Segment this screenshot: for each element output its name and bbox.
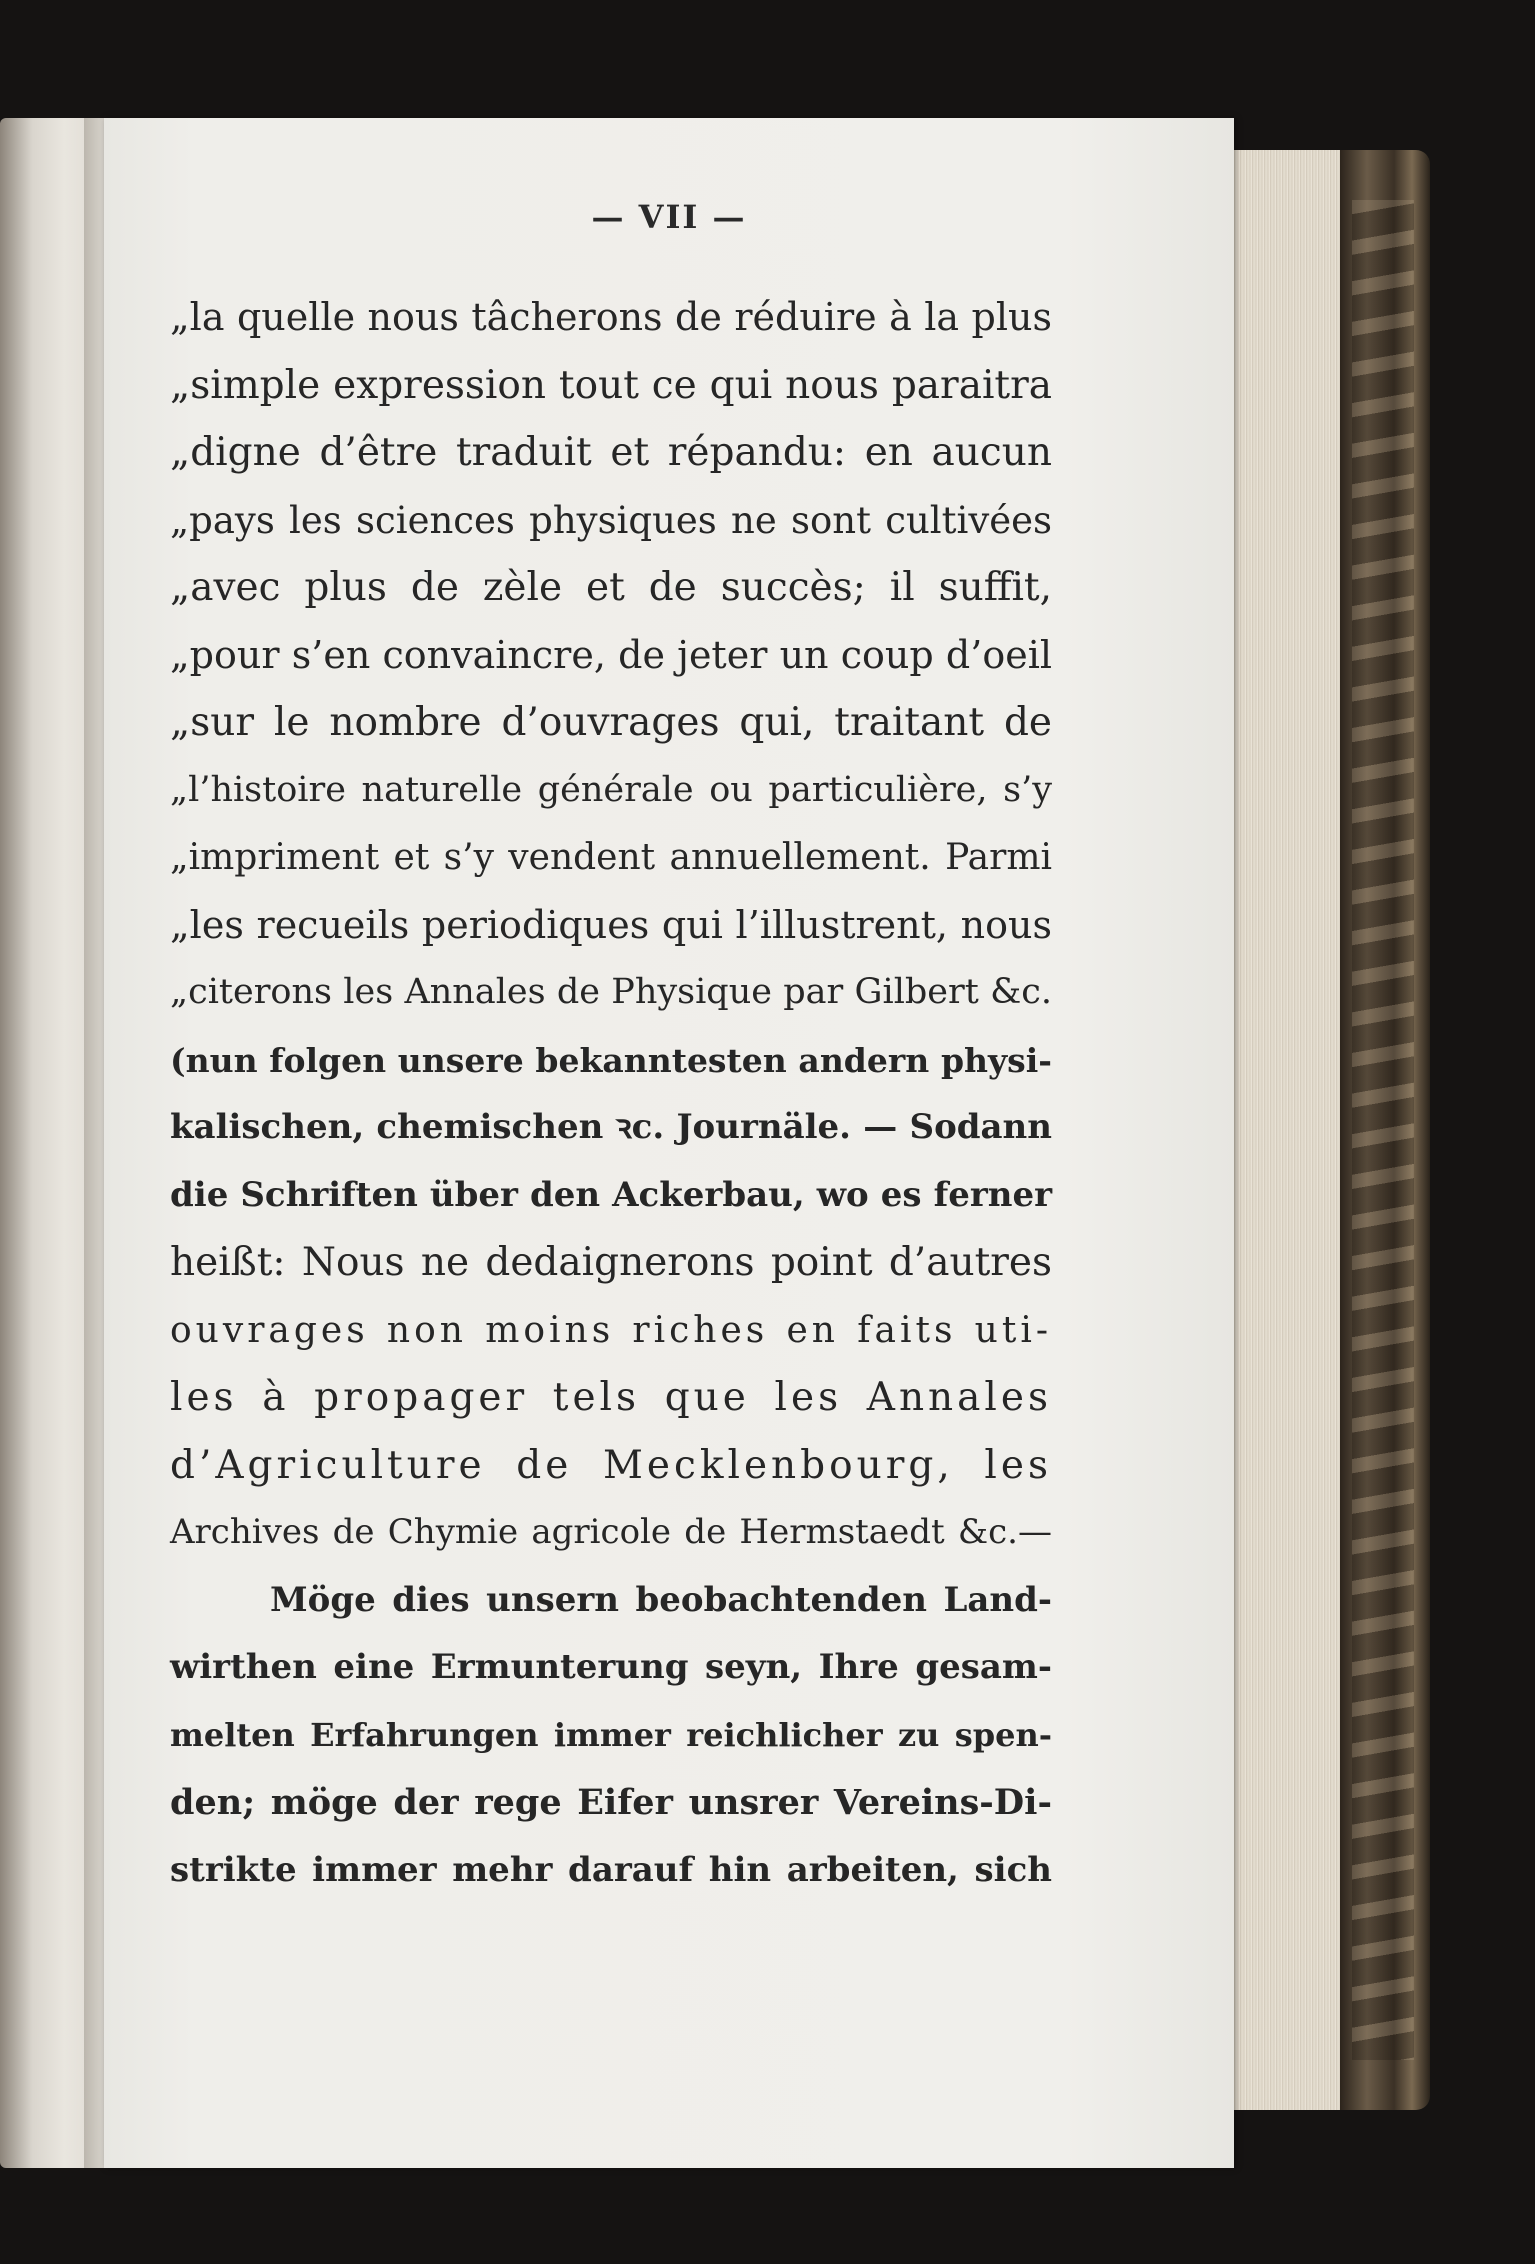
text-line: Archives de Chymie agricole de Hermstaedt &c.—	[170, 1512, 1052, 1552]
text-line: „la quelle nous tâcherons de réduire à la plus	[170, 295, 1052, 339]
text-line: strikte immer mehr darauf hin arbeiten, sich	[170, 1849, 1052, 1890]
cover-marbling	[1352, 200, 1414, 2060]
text-line: ouvrages non moins riches en faits uti-	[170, 1309, 1052, 1351]
text-line: melten Erfahrungen immer reichlicher zu spen-	[170, 1715, 1052, 1754]
text-line: (nun folgen unsere bekanntesten andern physi-	[170, 1040, 1052, 1080]
text-line: Möge dies unsern beobachtenden Land-	[270, 1579, 1052, 1620]
text-line: heißt: Nous ne dedaignerons point d’autres	[170, 1240, 1052, 1285]
text-line: wirthen eine Ermunterung seyn, Ihre gesam-	[170, 1647, 1052, 1687]
text-line: kalischen, chemischen ꝛc. Journäle. — Sodann	[170, 1107, 1052, 1147]
text-line: den; möge der rege Eifer unsrer Vereins-Di-	[170, 1782, 1052, 1823]
page-body-text	[170, 284, 1052, 1904]
text-line: d’Agriculture de Mecklenbourg, les	[170, 1442, 1052, 1488]
text-line: „citerons les Annales de Physique par Gilbert &c.	[170, 972, 1052, 1012]
text-line: „avec plus de zèle et de succès; il suffit,	[170, 565, 1052, 610]
left-page-edge	[0, 118, 92, 2168]
text-line: „l’histoire naturelle générale ou particulière, s’y	[170, 769, 1052, 810]
text-line: die Schriften über den Ackerbau, wo es ferner	[170, 1174, 1052, 1215]
text-line: „sur le nombre d’ouvrages qui, traitant de	[170, 700, 1052, 745]
text-line: „pays les sciences physiques ne sont cultivées	[170, 498, 1052, 542]
text-line: „impriment et s’y vendent annuellement. Parmi	[170, 837, 1052, 878]
text-line: „pour s’en convaincre, de jeter un coup d’oeil	[170, 632, 1052, 677]
text-line: „digne d’être traduit et répandu: en aucun	[170, 430, 1052, 475]
page-number: — VII —	[591, 198, 747, 236]
text-line: „simple expression tout ce qui nous paraitra	[170, 362, 1052, 408]
text-line: „les recueils periodiques qui l’illustrent, nous	[170, 902, 1052, 947]
text-line: les à propager tels que les Annales	[170, 1375, 1052, 1420]
